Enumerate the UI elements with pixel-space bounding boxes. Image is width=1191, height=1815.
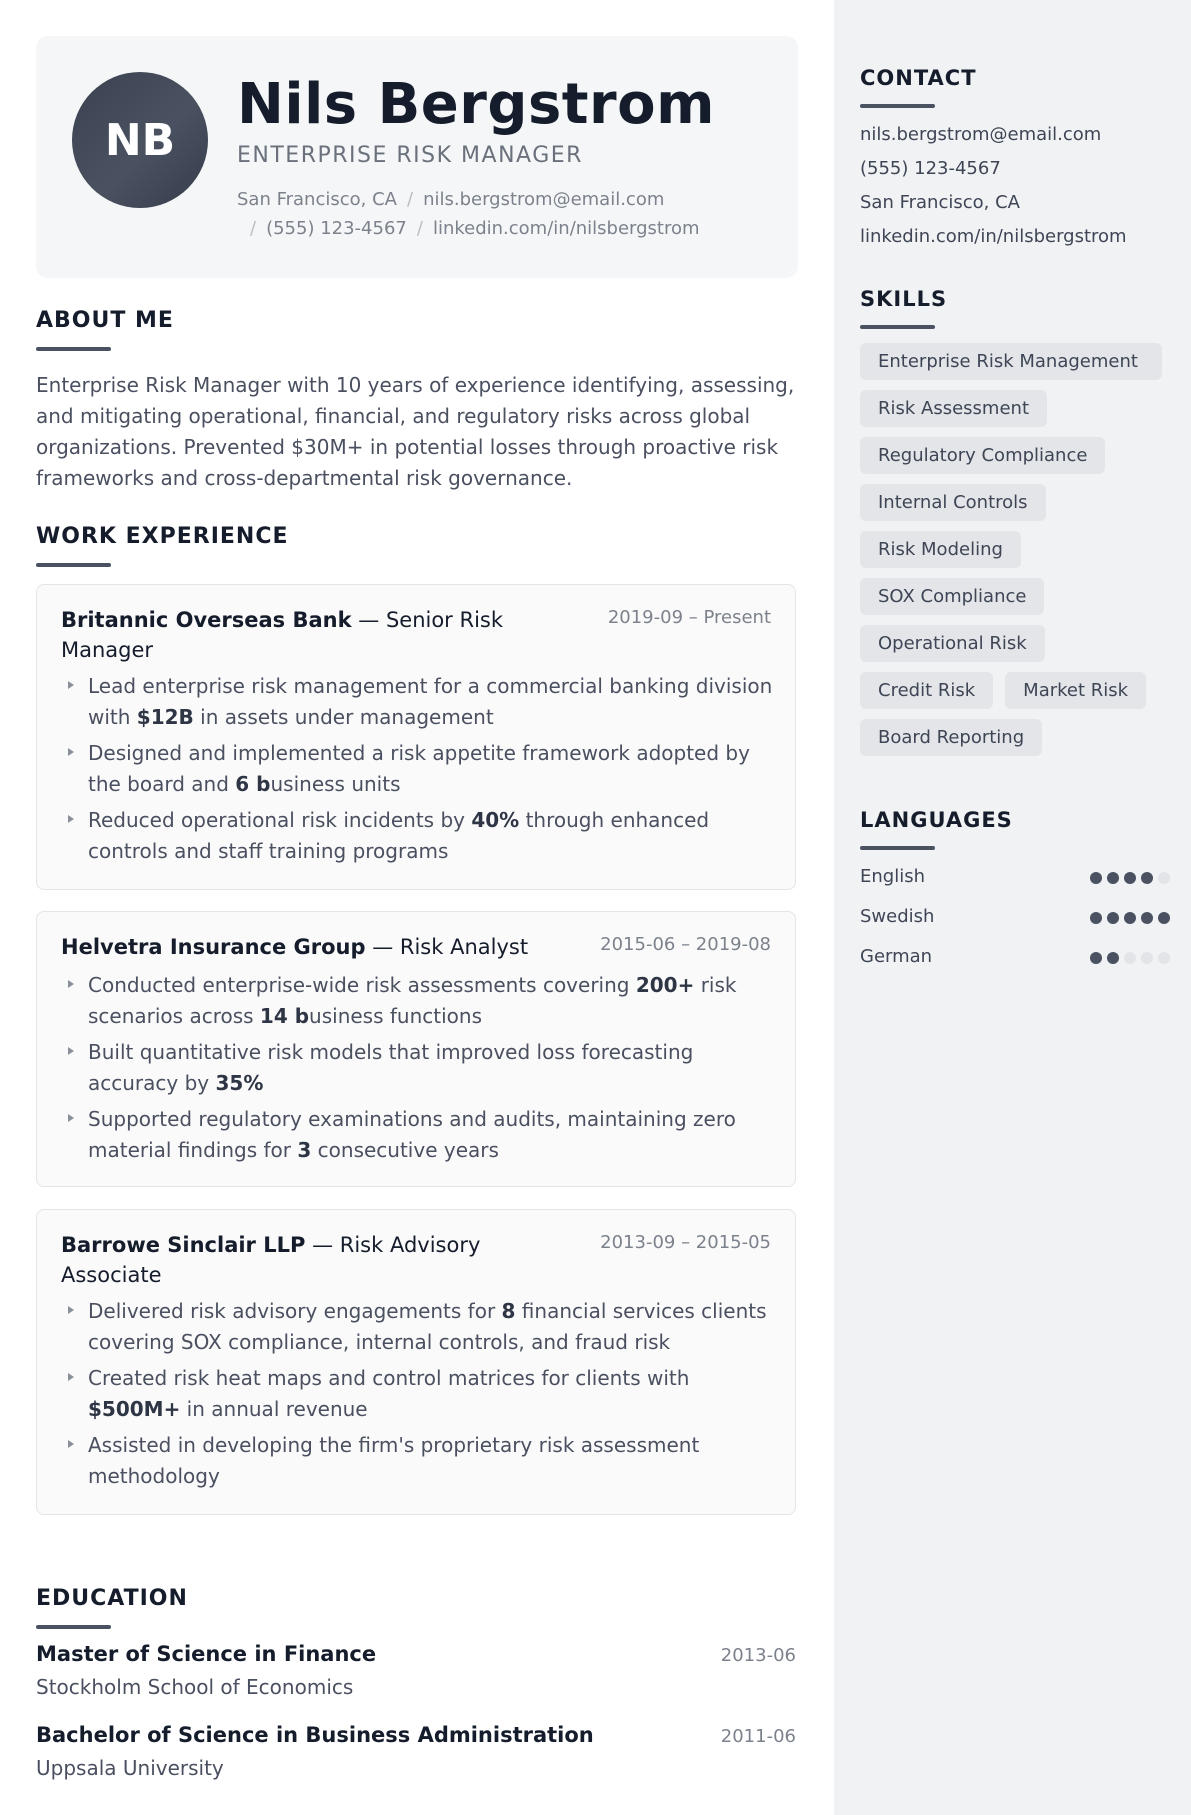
skills-section bbox=[860, 287, 1170, 756]
job-bullets bbox=[61, 671, 773, 872]
company-name: Helvetra Insurance Group bbox=[61, 935, 366, 959]
proficiency-dot bbox=[1090, 872, 1102, 884]
skill-chip: Enterprise Risk Management bbox=[860, 343, 1162, 380]
job-bullet: Designed and implemented a risk appetite framework adopted by the board and 6 business units bbox=[61, 738, 773, 800]
languages-heading: LANGUAGES bbox=[860, 808, 1013, 832]
contact-phone[interactable]: (555) 123-4567 bbox=[860, 158, 1001, 179]
proficiency-dot bbox=[1158, 952, 1170, 964]
job-bullet: Assisted in developing the firm's proprietary risk assessment methodology bbox=[61, 1430, 773, 1492]
sidebar bbox=[834, 0, 1191, 1815]
skill-chip: Regulatory Compliance bbox=[860, 437, 1105, 474]
job-dates: 2015-06 – 2019-08 bbox=[600, 934, 771, 955]
contact-list bbox=[860, 118, 1170, 254]
job-title: ENTERPRISE RISK MANAGER bbox=[237, 143, 583, 168]
contact-location: San Francisco, CA bbox=[860, 192, 1020, 213]
contact-heading: CONTACT bbox=[860, 66, 977, 90]
section-rule bbox=[36, 1625, 111, 1629]
contact-section bbox=[860, 66, 1170, 254]
job-role: — Risk Advisory Associate bbox=[61, 1233, 481, 1287]
language-name: Swedish bbox=[860, 906, 935, 927]
languages-section bbox=[860, 808, 1170, 986]
job-role: — Risk Analyst bbox=[365, 935, 529, 959]
skill-chip: Operational Risk bbox=[860, 625, 1045, 662]
about-heading: ABOUT ME bbox=[36, 308, 174, 333]
skill-chip: Internal Controls bbox=[860, 484, 1046, 521]
language-name: English bbox=[860, 866, 925, 887]
separator: / bbox=[250, 218, 257, 239]
candidate-name: Nils Bergstrom bbox=[237, 72, 715, 137]
header-phone[interactable]: (555) 123-4567 bbox=[266, 218, 407, 239]
section-rule bbox=[36, 347, 111, 351]
language-name: German bbox=[860, 946, 933, 967]
about-section-header bbox=[36, 308, 174, 351]
job-bullets bbox=[61, 1296, 773, 1497]
job-role: — Senior Risk Manager bbox=[61, 608, 504, 662]
proficiency-dot bbox=[1107, 912, 1119, 924]
skill-chip: Market Risk bbox=[1005, 672, 1146, 709]
proficiency-dot bbox=[1158, 872, 1170, 884]
work-heading: WORK EXPERIENCE bbox=[36, 524, 289, 549]
proficiency-dots bbox=[1090, 952, 1170, 964]
about-text: Enterprise Risk Manager with 10 years of experience identifying, assessing, and mitigating operational, financial, and regulatory risks across global organizations. Prevented $30M+ in potential losses through proactive risk frameworks and cross-departmental risk governance. bbox=[36, 373, 795, 490]
proficiency-dots bbox=[1090, 912, 1170, 924]
education-entry bbox=[36, 1723, 796, 1780]
degree: Master of Science in Finance bbox=[36, 1642, 377, 1666]
education-date: 2013-06 bbox=[720, 1645, 796, 1666]
education-entry bbox=[36, 1642, 796, 1699]
section-rule bbox=[860, 325, 935, 329]
job-heading bbox=[61, 1230, 511, 1290]
languages-list bbox=[860, 866, 1170, 986]
job-bullet: Supported regulatory examinations and audits, maintaining zero material findings for 3 consecutive years bbox=[61, 1104, 773, 1166]
header-linkedin[interactable]: linkedin.com/in/nilsbergstrom bbox=[432, 218, 700, 239]
avatar: NB bbox=[72, 72, 208, 208]
company-name: Barrowe Sinclair LLP bbox=[61, 1233, 306, 1257]
proficiency-dots bbox=[1090, 872, 1170, 884]
separator: / bbox=[416, 218, 423, 239]
proficiency-dot bbox=[1124, 912, 1136, 924]
skill-chip: Risk Assessment bbox=[860, 390, 1047, 427]
job-dates: 2019-09 – Present bbox=[607, 607, 771, 628]
job-dates: 2013-09 – 2015-05 bbox=[600, 1232, 771, 1253]
skill-chip: Risk Modeling bbox=[860, 531, 1021, 568]
proficiency-dot bbox=[1107, 872, 1119, 884]
job-bullets bbox=[61, 970, 773, 1171]
proficiency-dot bbox=[1141, 952, 1153, 964]
job-bullet: Delivered risk advisory engagements for 8 financial services clients covering SOX compliance, internal controls, and fraud risk bbox=[61, 1296, 773, 1358]
work-section-header bbox=[36, 524, 289, 567]
header-contact-line-1 bbox=[237, 189, 664, 210]
section-rule bbox=[36, 563, 111, 567]
school: Uppsala University bbox=[36, 1756, 224, 1780]
proficiency-dot bbox=[1141, 912, 1153, 924]
job-card bbox=[36, 911, 796, 1187]
header-location: San Francisco, CA bbox=[237, 189, 397, 210]
proficiency-dot bbox=[1124, 952, 1136, 964]
education-section-header bbox=[36, 1586, 188, 1629]
language-row bbox=[860, 866, 1170, 906]
skill-chip: Board Reporting bbox=[860, 719, 1042, 756]
section-rule bbox=[860, 104, 935, 108]
job-bullet: Built quantitative risk models that improved loss forecasting accuracy by 35% bbox=[61, 1037, 773, 1099]
proficiency-dot bbox=[1090, 912, 1102, 924]
header-contact-line-2 bbox=[250, 218, 700, 239]
proficiency-dot bbox=[1107, 952, 1119, 964]
education-date: 2011-06 bbox=[720, 1726, 796, 1747]
education-heading: EDUCATION bbox=[36, 1586, 188, 1611]
contact-linkedin[interactable]: linkedin.com/in/nilsbergstrom bbox=[860, 226, 1127, 247]
job-bullet: Reduced operational risk incidents by 40% through enhanced controls and staff training programs bbox=[61, 805, 773, 867]
proficiency-dot bbox=[1141, 872, 1153, 884]
language-row bbox=[860, 906, 1170, 946]
language-row bbox=[860, 946, 1170, 986]
degree: Bachelor of Science in Business Administration bbox=[36, 1723, 594, 1747]
header-card bbox=[36, 36, 798, 278]
contact-email[interactable]: nils.bergstrom@email.com bbox=[860, 124, 1102, 145]
proficiency-dot bbox=[1124, 872, 1136, 884]
skills-list bbox=[860, 343, 1164, 756]
school: Stockholm School of Economics bbox=[36, 1675, 354, 1699]
proficiency-dot bbox=[1090, 952, 1102, 964]
job-bullet: Conducted enterprise-wide risk assessments covering 200+ risk scenarios across 14 business functions bbox=[61, 970, 773, 1032]
job-bullet: Lead enterprise risk management for a commercial banking division with $12B in assets under management bbox=[61, 671, 773, 733]
skill-chip: Credit Risk bbox=[860, 672, 993, 709]
section-rule bbox=[860, 846, 935, 850]
job-heading bbox=[61, 932, 581, 962]
job-card bbox=[36, 1209, 796, 1515]
job-bullet: Created risk heat maps and control matrices for clients with $500M+ in annual revenue bbox=[61, 1363, 773, 1425]
job-card bbox=[36, 584, 796, 890]
skills-heading: SKILLS bbox=[860, 287, 948, 311]
separator: / bbox=[406, 189, 414, 210]
job-heading bbox=[61, 605, 511, 665]
main-content bbox=[36, 36, 798, 1780]
header-email[interactable]: nils.bergstrom@email.com bbox=[423, 189, 665, 210]
proficiency-dot bbox=[1158, 912, 1170, 924]
company-name: Britannic Overseas Bank bbox=[61, 608, 352, 632]
skill-chip: SOX Compliance bbox=[860, 578, 1044, 615]
